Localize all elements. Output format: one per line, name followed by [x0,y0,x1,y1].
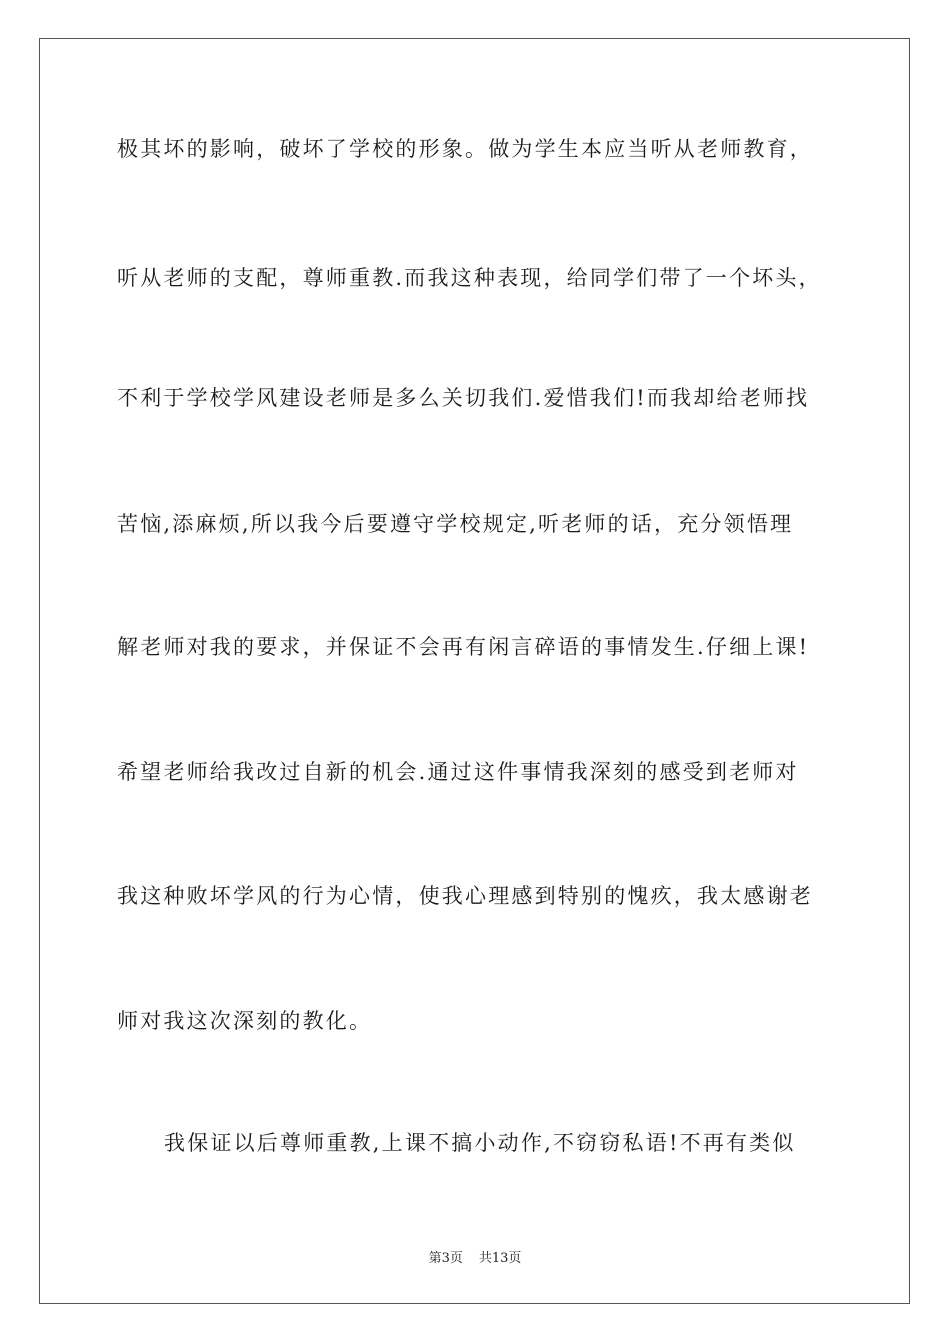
paragraph-line: 师对我这次深刻的教化。 [117,1009,373,1033]
paragraph-line: 解老师对我的要求，并保证不会再有闲言碎语的事情发生.仔细上课! [117,635,810,659]
page-footer [0,1247,950,1266]
paragraph-line: 极其坏的影响，破坏了学校的形象。做为学生本应当听从老师教育， [117,137,813,161]
paragraph-line: 我保证以后尊师重教,上课不搞小动作,不窃窃私语!不再有类似 [164,1131,796,1155]
paragraph-line: 不利于学校学风建设老师是多么关切我们.爱惜我们!而我却给老师找 [117,386,810,410]
page-border [39,38,910,1304]
paragraph-line: 希望老师给我改过自新的机会.通过这件事情我深刻的感受到老师对 [117,760,799,784]
paragraph-line: 苦恼,添麻烦,所以我今后要遵守学校规定,听老师的话，充分领悟理 [117,512,794,536]
paragraph-line: 听从老师的支配，尊师重教.而我这种表现，给同学们带了一个坏头， [117,266,822,290]
paragraph-line: 我这种败坏学风的行为心情，使我心理感到特别的愧疚，我太感谢老 [117,884,813,908]
page-number: 第3页 [428,1251,463,1266]
page-total: 共13页 [478,1251,522,1266]
